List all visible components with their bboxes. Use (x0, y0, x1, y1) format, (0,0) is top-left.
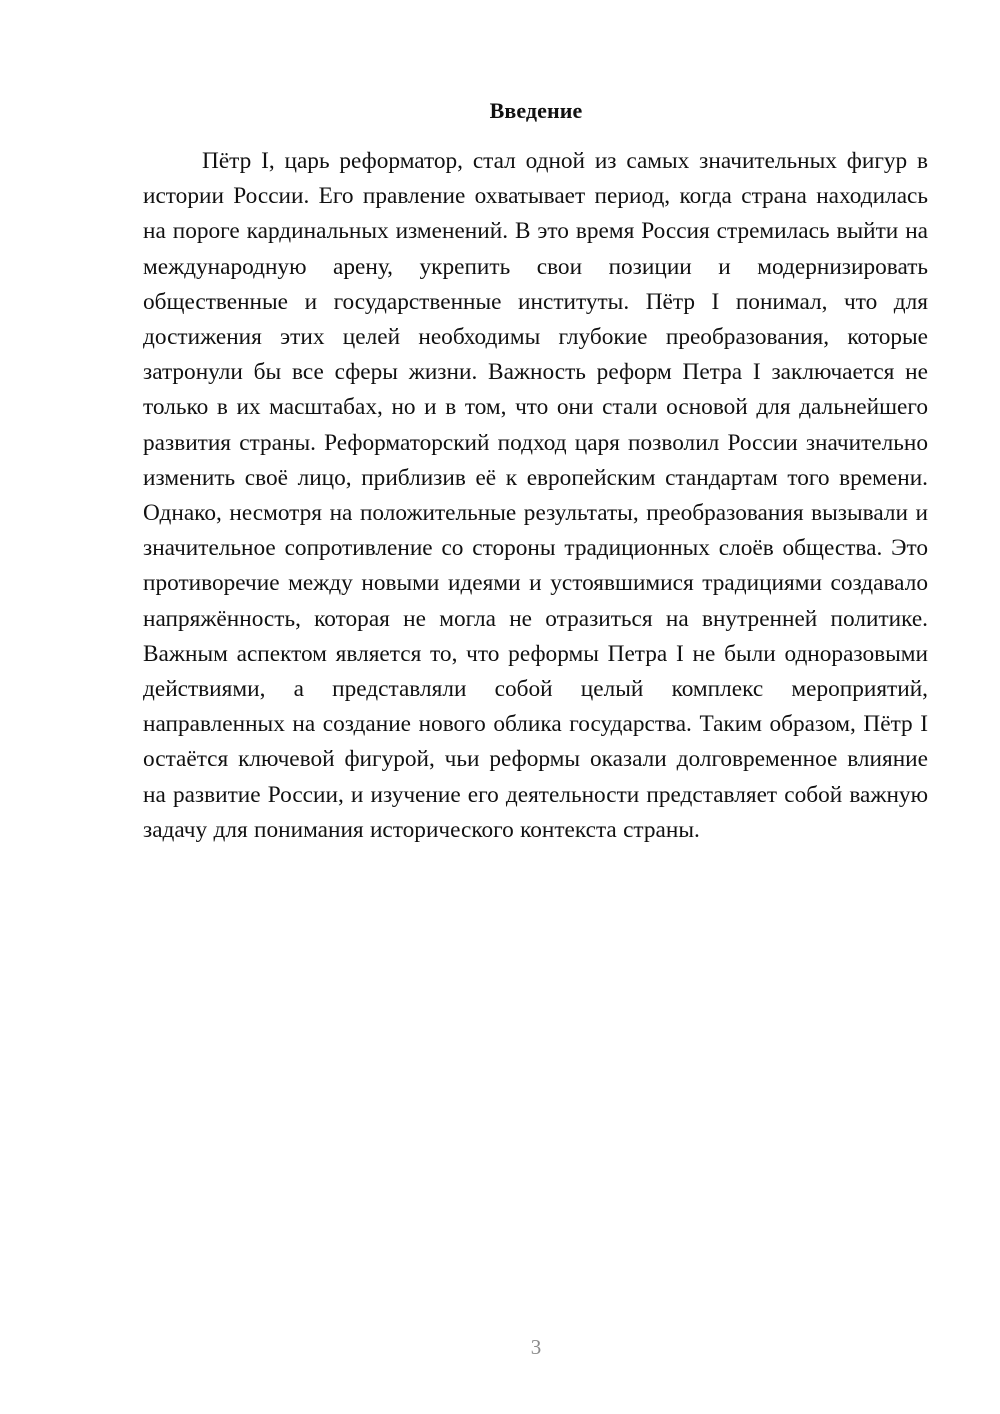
section-title: Введение (489, 98, 583, 123)
body-paragraph: Пётр I, царь реформатор, стал одной из самых значительных фигур в истории России. Его правление охватывает период, когда страна находилась на пороге кардинальных изменений. В это время Россия стремилась выйти на международную арену, укрепить свои позиции и модернизировать общественные и государственные институты. Пётр I понимал, что для достижения этих целей необходимы глубокие преобразования, которые затронули бы все сферы жизни. Важность реформ Петра I заключается не только в их масштабах, но и в том, что они стали основой для дальнейшего развития страны. Реформаторский подход царя позволил России значительно изменить своё лицо, приблизив её к европейским стандартам того времени. Однако, несмотря на положительные результаты, преобразования вызывали и значительное сопротивление со стороны традиционных слоёв общества. Это противоречие между новыми идеями и устоявшимися традициями создавало напряжённость, которая не могла не отразиться на внутренней политике. Важным аспектом является то, что реформы Петра I не были одноразовыми действиями, а представляли собой целый комплекс мероприятий, направленных на создание нового облика государства. Таким образом, Пётр I остаётся ключевой фигурой, чьи реформы оказали долговременное влияние на развитие России, и изучение его деятельности представляет собой важную задачу для понимания исторического контекста страны. (143, 148, 928, 843)
page-number: 3 (530, 1335, 542, 1359)
